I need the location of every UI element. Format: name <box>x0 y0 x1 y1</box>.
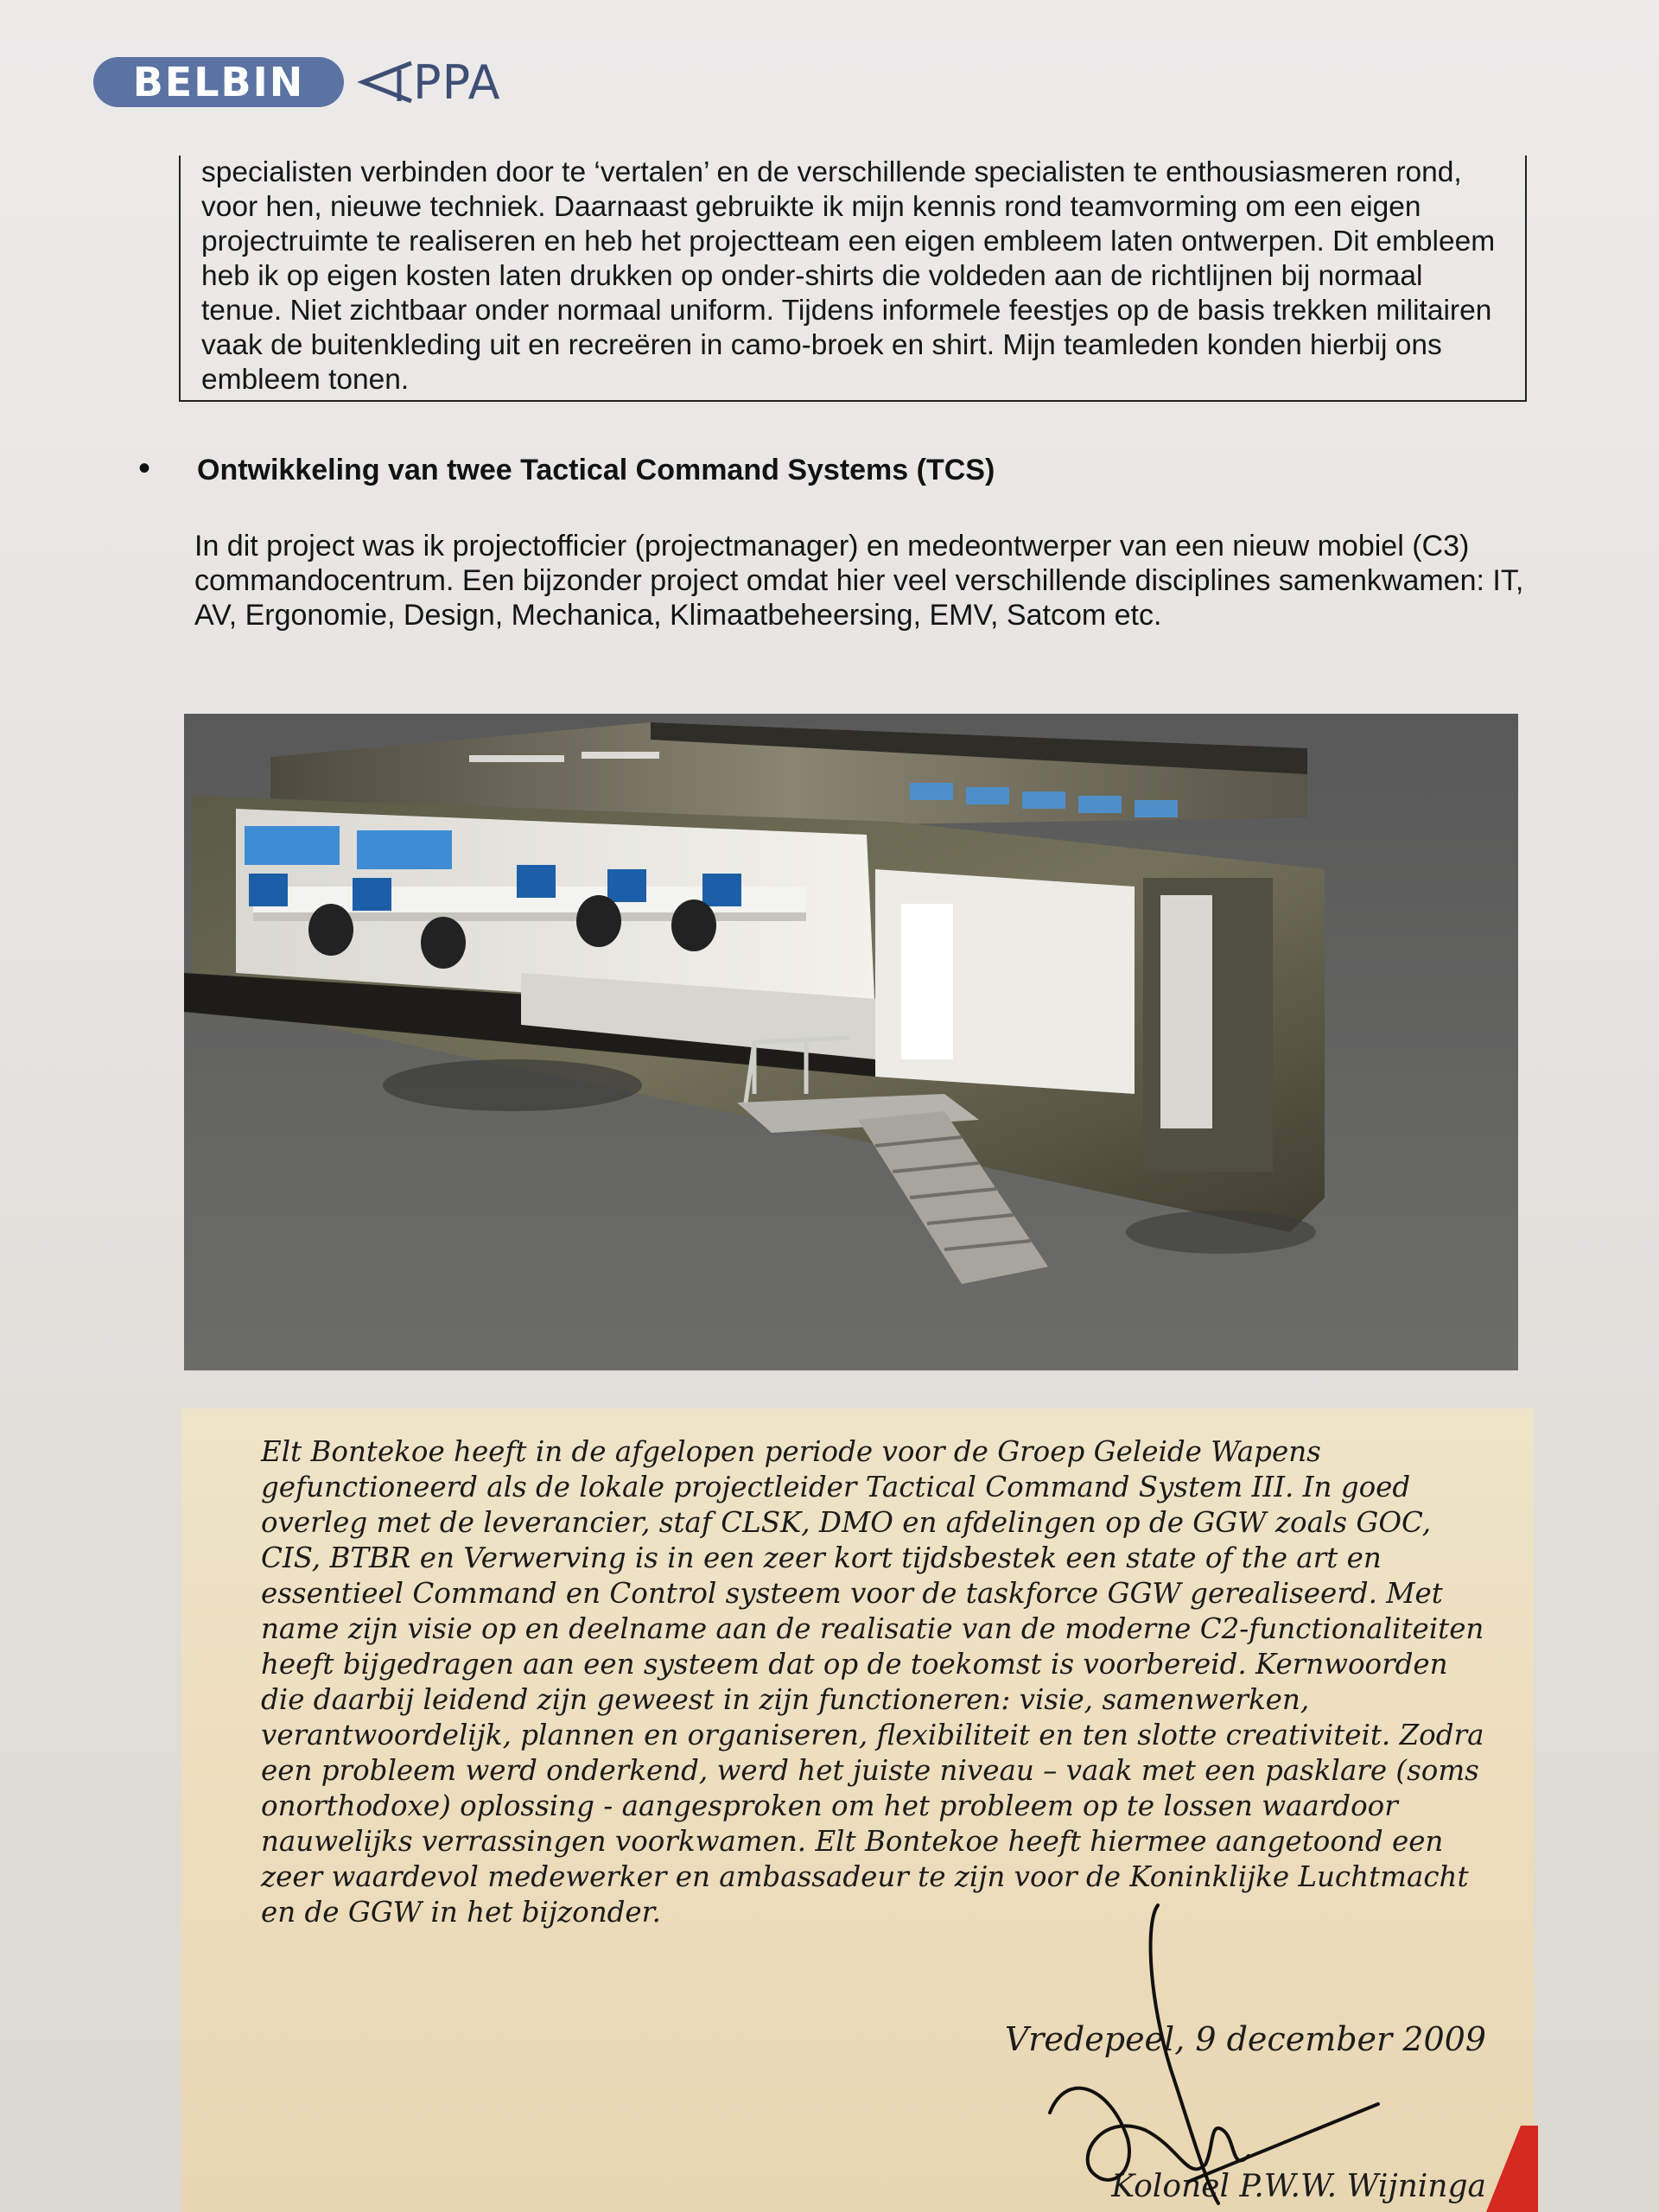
reference-signer: Kolonel P.W.W. Wijninga <box>1111 2169 1486 2204</box>
section-heading: Ontwikkeling van twee Tactical Command Systems (TCS) <box>197 454 995 486</box>
command-center-illustration <box>184 714 1518 1370</box>
reference-letter-text: Elt Bontekoe heeft in de afgelopen periode voor de Groep Geleide Wapens gefunctioneerd als de lokale projectleider Tactical Command System III. In goed overleg met de leverancier, staf CLSK, DMO en afdelingen op de GGW zoals GOC, CIS, BTBR en Verwerving is in een zeer kort tijdsbestek een state of the art en essentieel Command en Control systeem voor de taskforce GGW gerealiseerd. Met name zijn visie op en deelname aan de realisatie van de moderne C2-functionaliteiten heeft bijgedragen aan een systeem dat op de toekomst is voorbereid. Kernwoorden die daarbij leidend zijn geweest in zijn functioneren: visie, samenwerken, verantwoordelijk, plannen en organiseren, flexibiliteit en ten slotte creativiteit. Zodra een probleem werd onderkend, werd het juiste niveau – vaak met een pasklare (soms onorthodoxe) oplossing - aangesproken om het probleem op te lossen waardoor nauwelijks verrassingen voorkwamen. Elt Bontekoe heeft hiermee aangetoond een zeer waardevol medewerker en ambassadeur te zijn voor de Koninklijke Luchtmacht en de GGW in het bijzonder. <box>261 1435 1484 1929</box>
belbin-logo-text: BELBIN <box>132 59 305 105</box>
reference-place-date: Vredepeel, 9 december 2009 <box>1004 2020 1486 2058</box>
section-intro: In dit project was ik projectofficier (projectmanager) en medeontwerper van een nieuw mobiel (C3) commandocentrum. Een bijzonder project omdat hier veel verschillende disciplines samenkwamen: IT, AV, Ergonomie, Design, Mechanica, Klimaatbeheersing, EMV, Satcom etc. <box>194 530 1524 632</box>
bullet-dot: • <box>138 449 151 487</box>
appa-logo <box>354 54 501 111</box>
appa-logo-text: PPA <box>413 54 501 110</box>
section-heading-row <box>138 449 1521 488</box>
appa-arrow-icon <box>354 58 416 106</box>
boxed-paragraph-text: specialisten verbinden door te ‘vertalen’ en de verschillende specialisten te enthousiasmeren rond, voor hen, nieuwe techniek. Daarnaast gebruikte ik mijn kennis rond teamvorming om een eigen projectruimte te realiseren en heb het projectteam een eigen embleem laten ontwerpen. Dit embleem heb ik op eigen kosten laten drukken op onder-shirts die voldeden aan de richtlijnen bij normaal tenue. Niet zichtbaar onder normaal uniform. Tijdens informele feestjes op de basis trekken militairen vaak de buitenkleding uit en recreëren in camo-broek en shirt. Mijn teamleden konden hierbij ons embleem tonen. <box>201 156 1496 396</box>
red-corner-mark <box>1469 2126 1538 2212</box>
reference-letter <box>181 1408 1534 2212</box>
boxed-paragraph <box>179 156 1527 402</box>
belbin-logo <box>93 57 344 107</box>
